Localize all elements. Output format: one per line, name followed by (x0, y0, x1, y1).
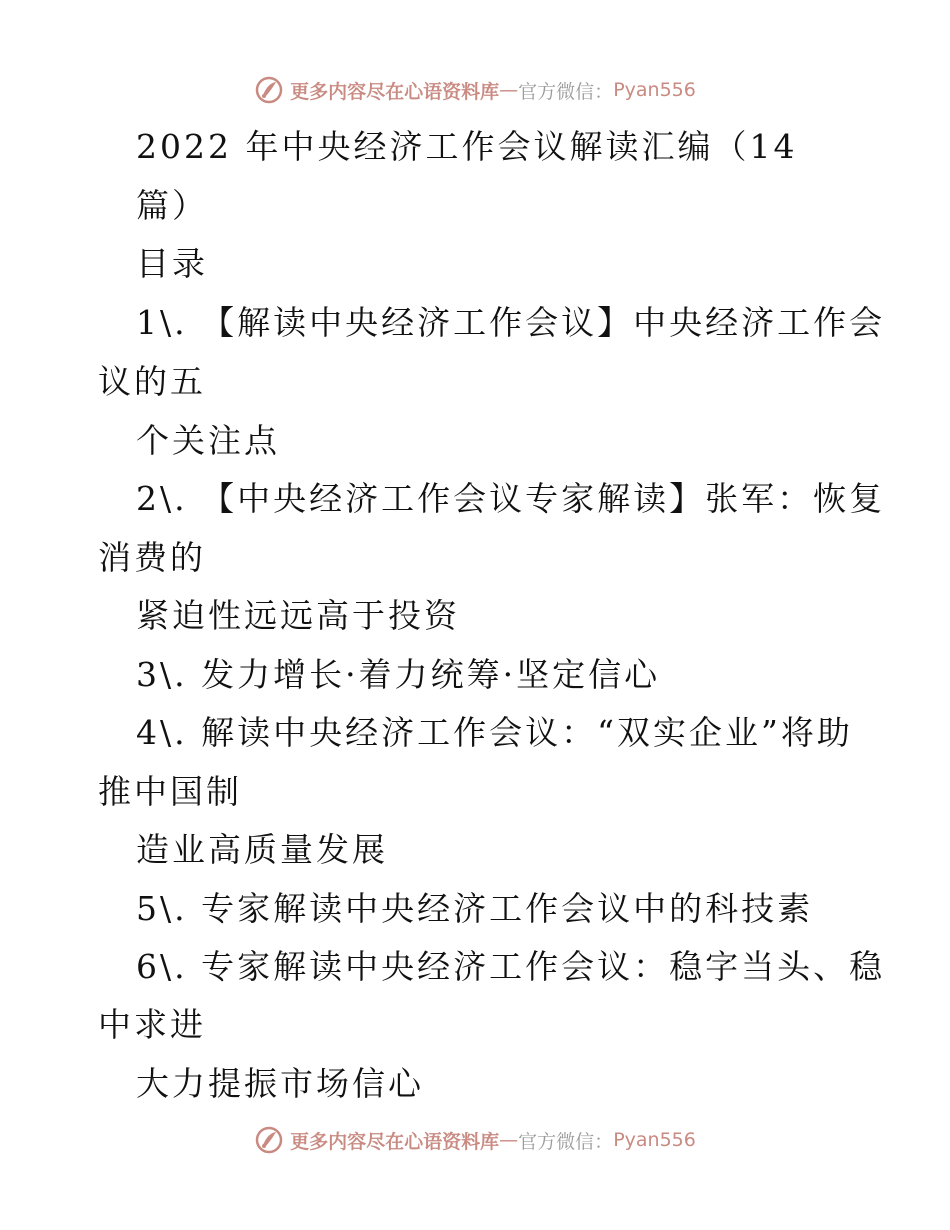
toc-line: 推中国制 (98, 772, 242, 811)
watermark-label: 官方微信： (518, 1130, 614, 1153)
brush-logo-icon (254, 75, 284, 105)
watermark-dash: — (499, 1129, 519, 1151)
toc-line: 5\. 专家解读中央经济工作会议中的科技素 (136, 889, 814, 928)
toc-line: 中求进 (98, 1005, 206, 1044)
document-title-line-2: 篇） (136, 186, 208, 225)
toc-heading: 目录 (136, 244, 208, 283)
toc-line: 大力提振市场信心 (136, 1064, 424, 1103)
toc-line: 造业高质量发展 (136, 830, 388, 869)
document-title-line-1: 2022 年中央经济工作会议解读汇编（14 (136, 127, 798, 166)
toc-line: 个关注点 (136, 421, 280, 460)
watermark-dash: — (499, 79, 519, 101)
toc-line: 4\. 解读中央经济工作会议：“双实企业”将助 (136, 713, 853, 752)
toc-line: 紧迫性远远高于投资 (136, 596, 460, 635)
watermark-main-text: 更多内容尽在心语资料库 (290, 1130, 500, 1153)
watermark-id: Pyan556 (613, 79, 696, 101)
toc-line: 消费的 (98, 538, 206, 577)
header-watermark (0, 72, 950, 108)
footer-watermark (0, 1122, 950, 1158)
toc-line: 2\. 【中央经济工作会议专家解读】张军：恢复 (136, 479, 886, 518)
watermark-main-text: 更多内容尽在心语资料库 (290, 80, 500, 103)
watermark-label: 官方微信： (518, 80, 614, 103)
toc-line: 议的五 (98, 362, 206, 401)
brush-logo-icon (254, 1125, 284, 1155)
toc-line: 3\. 发力增长·着力统筹·坚定信心 (136, 655, 661, 694)
toc-line: 6\. 专家解读中央经济工作会议：稳字当头、稳 (136, 947, 886, 986)
watermark-id: Pyan556 (613, 1129, 696, 1151)
toc-line: 1\. 【解读中央经济工作会议】中央经济工作会 (136, 303, 886, 342)
